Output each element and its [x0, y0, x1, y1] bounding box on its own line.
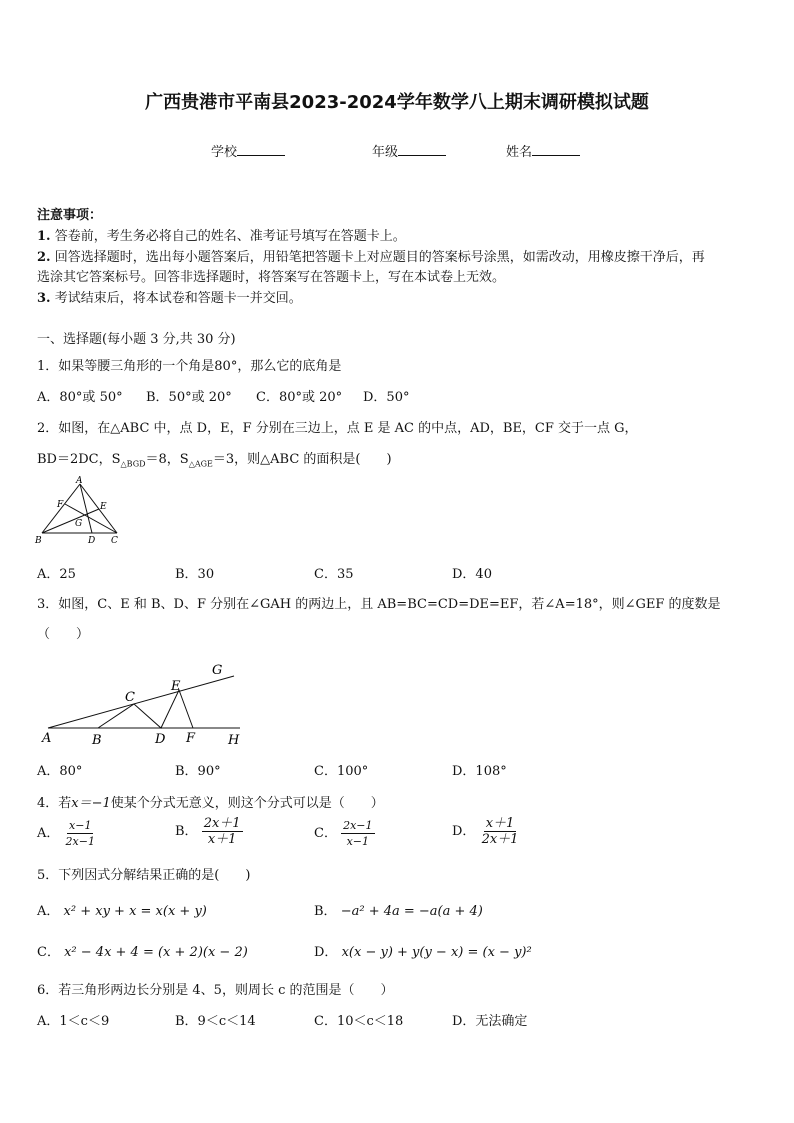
- q4-option-a-label: A．: [37, 826, 60, 841]
- q4-option-b-denominator: x＋1: [207, 832, 237, 847]
- name-field[interactable]: [506, 141, 580, 160]
- school-blank[interactable]: [237, 143, 285, 156]
- q3-ray-ag: [48, 676, 234, 728]
- q4-option-b-label: B．: [175, 824, 198, 839]
- q3-option-b[interactable]: B．90°: [175, 764, 221, 779]
- q3-label-d: D: [155, 732, 166, 747]
- q5-option-c-expr: x² − 4x + 4 = (x + 2)(x − 2): [64, 945, 248, 960]
- q2-option-c[interactable]: C．35: [314, 567, 354, 582]
- q4-option-a-fraction: [64, 818, 97, 849]
- grade-blank[interactable]: [398, 143, 446, 156]
- q4-option-d-numerator: x＋1: [485, 816, 515, 831]
- q3-label-f: F: [186, 731, 196, 746]
- q4-option-a[interactable]: [37, 818, 97, 849]
- note-2-number: 2.: [37, 250, 51, 265]
- q4-option-b-fraction: [202, 816, 243, 847]
- q4-stem-part1: 4．若: [37, 796, 72, 811]
- q2-stem-part3: ＝3，则△ABC 的面积是( ): [212, 452, 392, 467]
- q5-option-c-label: C．: [37, 945, 60, 960]
- note-2-text-line2: 选涂其它答案标号。回答非选择题时，将答案写在答题卡上，写在本试卷上无效。: [37, 270, 506, 285]
- note-2: [37, 246, 705, 265]
- q2-stem-line1: 2．如图，在△ABC 中，点 D，E，F 分别在三边上，点 E 是 AC 的中点，AD，BE，CF 交于一点 G，: [37, 421, 638, 436]
- q3-label-b: B: [92, 733, 102, 748]
- q2-label-c: C: [111, 536, 118, 546]
- grade-label: 年级: [372, 145, 399, 160]
- q3-option-d[interactable]: D．108°: [452, 764, 507, 779]
- school-label: 学校: [211, 145, 238, 160]
- q2-stem-line2: [37, 448, 392, 469]
- note-3-text: 考试结束后，将本试卷和答题卡一并交回。: [54, 291, 302, 306]
- q4-option-c-fraction: [341, 818, 374, 849]
- q3-label-h: H: [228, 733, 240, 748]
- q6-option-c[interactable]: C．10＜c＜18: [314, 1014, 404, 1029]
- q5-option-a-label: A．: [37, 904, 60, 919]
- note-3-number: 3.: [37, 291, 51, 306]
- q2-triangle-figure: [32, 475, 132, 547]
- note-3: [37, 287, 302, 306]
- q2-label-b: B: [35, 536, 42, 546]
- q6-option-b[interactable]: B．9＜c＜14: [175, 1014, 256, 1029]
- q3-option-a[interactable]: A．80°: [37, 764, 83, 779]
- q3-label-e: E: [171, 679, 181, 694]
- q4-option-b[interactable]: [175, 816, 243, 847]
- name-blank[interactable]: [532, 143, 580, 156]
- q3-stem-line1: 3．如图，C、E 和 B、D、F 分别在∠GAH 的两边上，且 AB=BC=CD=DE=EF，若∠A=18°，则∠GEF 的度数是: [37, 597, 721, 612]
- q4-stem-expr: x＝−1: [71, 796, 111, 811]
- q4-option-d-denominator: 2x＋1: [481, 832, 519, 847]
- q2-stem-part2: ＝8，S: [145, 452, 189, 467]
- q2-option-b[interactable]: B．30: [175, 567, 215, 582]
- q5-option-c[interactable]: [37, 941, 248, 960]
- q1-option-a[interactable]: A．80°或 50°: [37, 390, 123, 405]
- q4-option-a-numerator: x−1: [69, 819, 92, 832]
- q2-label-d: D: [88, 536, 96, 546]
- q3-angle-figure: [36, 658, 256, 750]
- q3-label-a: A: [42, 731, 52, 746]
- note-2-text-line1: 回答选择题时，选出每小题答案后，用铅笔把答题卡上对应题目的答案标号涂黑，如需改动，用橡皮擦干净后，再: [54, 250, 705, 265]
- q2-label-e: E: [100, 502, 107, 512]
- q4-option-a-denominator: 2x−1: [65, 835, 95, 848]
- q3-label-c: C: [125, 690, 135, 705]
- school-field[interactable]: [211, 141, 285, 160]
- notes-heading: 注意事项：: [37, 208, 103, 223]
- grade-field[interactable]: [372, 141, 446, 160]
- q2-line-be: [42, 509, 99, 533]
- q3-label-g: G: [212, 663, 223, 678]
- q2-option-d[interactable]: D．40: [452, 567, 492, 582]
- q1-option-d[interactable]: D．50°: [363, 390, 410, 405]
- q4-option-c-label: C．: [314, 826, 337, 841]
- q2-sub-bgd: △BGD: [120, 459, 146, 469]
- q4-option-c[interactable]: [314, 818, 375, 849]
- q3-option-c[interactable]: C．100°: [314, 764, 369, 779]
- q5-option-a-expr: x² + xy + x = x(x + y): [63, 904, 207, 919]
- q2-option-a[interactable]: A．25: [37, 567, 76, 582]
- q5-option-d[interactable]: [314, 941, 532, 960]
- q1-option-b[interactable]: B．50°或 20°: [146, 390, 232, 405]
- note-1-number: 1.: [37, 229, 51, 244]
- q4-option-c-numerator: 2x−1: [343, 819, 373, 832]
- note-1: [37, 225, 406, 244]
- q5-stem: 5．下列因式分解结果正确的是( ): [37, 868, 251, 883]
- q4-stem: [37, 792, 384, 811]
- q4-stem-part2: 使某个分式无意义，则这个分式可以是（ ）: [110, 796, 384, 811]
- q3-stem-line2: （ ）: [37, 627, 90, 642]
- q4-option-d-fraction: [480, 816, 521, 847]
- q5-option-d-label: D．: [314, 945, 338, 960]
- q4-option-d[interactable]: [452, 816, 520, 847]
- q4-option-d-label: D．: [452, 824, 476, 839]
- q1-option-c[interactable]: C．80°或 20°: [256, 390, 343, 405]
- name-label: 姓名: [506, 145, 533, 160]
- q2-label-g: G: [75, 519, 83, 529]
- note-1-text: 答卷前，考生务必将自己的姓名、准考证号填写在答题卡上。: [54, 229, 406, 244]
- q1-stem: 1．如果等腰三角形的一个角是80°，那么它的底角是: [37, 359, 342, 374]
- q2-stem-part1: BD＝2DC，S: [37, 452, 121, 467]
- q2-label-f: F: [57, 500, 64, 510]
- section-heading: 一、选择题(每小题 3 分,共 30 分): [37, 332, 236, 347]
- q3-zigzag-bcdef: [98, 690, 193, 728]
- page-title: 广西贵港市平南县2023-2024学年数学八上期末调研模拟试题: [145, 92, 649, 113]
- q5-option-b-label: B．: [314, 904, 337, 919]
- q4-option-b-numerator: 2x＋1: [203, 816, 241, 831]
- q2-label-a: A: [76, 476, 83, 486]
- q5-option-b[interactable]: [314, 900, 483, 919]
- q5-option-a[interactable]: [37, 900, 207, 919]
- q6-option-d[interactable]: D．无法确定: [452, 1014, 528, 1029]
- q5-option-d-expr: x(x − y) + y(y − x) = (x − y)²: [341, 945, 532, 960]
- q5-option-b-expr: −a² + 4a = −a(a + 4): [340, 904, 483, 919]
- q6-stem: 6．若三角形两边长分别是 4、5，则周长 c 的范围是（ ）: [37, 983, 394, 998]
- q2-sub-age: △AGE: [188, 459, 213, 469]
- q6-option-a[interactable]: A．1＜c＜9: [37, 1014, 110, 1029]
- q4-option-c-denominator: x−1: [346, 835, 370, 848]
